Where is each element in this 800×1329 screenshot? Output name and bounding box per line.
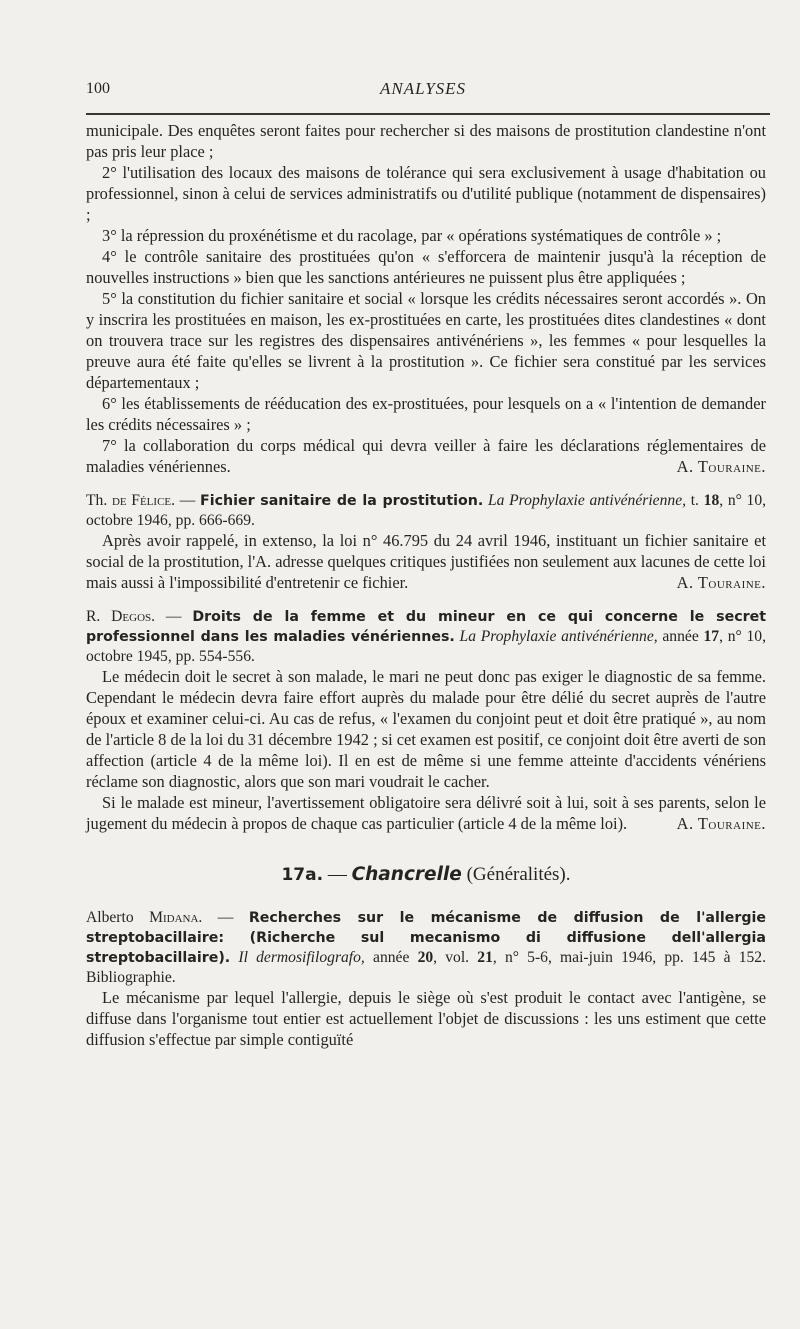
paragraph: Le mécanisme par lequel l'allergie, depuis le siège où s'est produit le contact avec l'antigène, se diffuse dans l'organisme tout entier est actuellement l'objet de discussions : les uns estiment que cette diffusion s'effectue par simple contiguïté bbox=[86, 988, 766, 1049]
paragraph: 4° le contrôle sanitaire des prostituées qu'on « s'efforcera de maintenir jusqu'à la réception de nouvelles instructions » bien que les sanctions antérieures ne puissent plus être appliquées ; bbox=[86, 247, 766, 287]
paragraph: 6° les établissements de rééducation des ex-prostituées, pour lesquels on a « l'intention de demander les crédits nécessaires » ; bbox=[86, 394, 766, 434]
paragraph bbox=[86, 792, 766, 834]
citation-text: , n° 10, octobre 1946, pp. 666-669. bbox=[86, 492, 767, 529]
abstract-entry bbox=[86, 607, 766, 834]
volume: 18 bbox=[703, 492, 720, 509]
signature: A. Touraine. bbox=[676, 573, 766, 592]
paragraph bbox=[86, 530, 766, 593]
year-volume: 20 bbox=[417, 949, 434, 966]
header-rule bbox=[86, 113, 770, 115]
dash: — bbox=[323, 864, 352, 885]
paragraph: municipale. Des enquêtes seront faites pour rechercher si des maisons de prostitution clandestine n'ont pas pris leur place ; bbox=[86, 121, 766, 161]
page-number: 100 bbox=[86, 80, 110, 97]
signature: A. Touraine. bbox=[676, 814, 766, 833]
paragraph-text: Si le malade est mineur, l'avertissement obligatoire sera délivré soit à lui, soit à ses parents, selon le jugement du médecin à propos de chaque cas particulier (article 4 de la même loi). bbox=[86, 793, 766, 833]
paragraph-text: 7° la collaboration du corps médical qui devra veiller à faire les déclarations réglementaires de maladies vénériennes. bbox=[86, 436, 766, 476]
abstract-entry bbox=[86, 491, 766, 593]
page-body bbox=[86, 120, 766, 1050]
section-heading bbox=[86, 864, 766, 886]
author-first-name: Alberto bbox=[86, 909, 134, 926]
section-number: 17a. bbox=[281, 865, 324, 885]
dash: — bbox=[155, 608, 193, 625]
citation-text: , n° 5-6, mai-juin 1946, pp. 145 à 152. Bibliographie. bbox=[86, 949, 766, 986]
citation-text: année bbox=[662, 628, 699, 645]
citation-text: année bbox=[373, 949, 410, 966]
section-title: Chancrelle bbox=[351, 864, 462, 885]
citation bbox=[86, 607, 766, 666]
article-title-original: (Richerche sul mecanismo di diffusione dell'allergia streptobacillaire). bbox=[86, 930, 766, 966]
volume: 17 bbox=[703, 628, 720, 645]
author: Midana. bbox=[149, 909, 203, 926]
citation-text: , vol. bbox=[433, 949, 470, 966]
paragraph: 2° l'utilisation des locaux des maisons de tolérance qui sera exclusivement à usage d'habitation ou professionnel, sinon à celui de services administratifs ou d'utilité publique (notamment de dispensaires) ; bbox=[86, 163, 766, 224]
dash: — bbox=[202, 909, 249, 926]
page-header bbox=[86, 80, 760, 104]
author-initial: Th. bbox=[86, 492, 108, 509]
citation bbox=[86, 491, 766, 530]
article-title: Droits de la femme et du mineur en ce qui concerne le secret professionnel dans les maladies vénériennes. bbox=[86, 609, 767, 645]
dash: — bbox=[175, 492, 201, 509]
article-title: Fichier sanitaire de la prostitution. bbox=[200, 493, 484, 509]
paragraph bbox=[86, 435, 766, 477]
journal-name: La Prophylaxie antivénérienne, bbox=[487, 492, 687, 509]
journal-name: La Prophylaxie antivénérienne, bbox=[459, 628, 658, 645]
signature: A. Touraine. bbox=[676, 457, 766, 476]
abstract-entry bbox=[86, 908, 766, 1050]
volume: 21 bbox=[477, 949, 493, 966]
paragraph: 5° la constitution du fichier sanitaire et social « lorsque les crédits nécessaires seront accordés ». On y inscrira les prostituées en maison, les ex-prostituées en carte, les prostituées dites clandestines « dont on trouvera trace sur les registres des dispensaires antivénériens », les femmes « pour lesquelles la preuve aura été faite qu'elles se livrent à la prostitution ». Ce fichier sera constitué par les services départementaux ; bbox=[86, 289, 766, 392]
paragraph: 3° la répression du proxénétisme et du racolage, par « opérations systématiques de contrôle » ; bbox=[102, 226, 722, 245]
citation-text: t. bbox=[690, 492, 699, 509]
citation-text: , n° 10, octobre 1945, pp. 554-556. bbox=[86, 628, 766, 665]
citation bbox=[86, 908, 766, 987]
author: de Félice. bbox=[111, 492, 176, 509]
paragraph: Le médecin doit le secret à son malade, le mari ne peut donc pas exiger le diagnostic de sa femme. Cependant le médecin devra faire effort auprès du malade pour être délié du secret auprès de l'autre époux et examiner celui-ci. Au cas de refus, « l'examen du conjoint peut et doit être pratiqué », au nom de l'article 8 de la loi du 31 décembre 1942 ; si cet examen est positif, ce conjoint doit être averti de son affection (article 4 de la même loi). Il en est de même si une femme atteinte d'accidents vénériens réclame son diagnostic, alors que son mari voudrait le cacher. bbox=[86, 667, 766, 791]
paragraph-text: Après avoir rappelé, in extenso, la loi n° 46.795 du 24 avril 1946, instituant un fichier sanitaire et social de la prostitution, l'A. adresse quelques critiques justifiées non seulement aux lacunes de cette loi mais aussi à l'impossibilité d'entretenir ce fichier. bbox=[86, 531, 766, 592]
journal-name: Il dermosifilografo, bbox=[238, 949, 365, 966]
author-initial: R. bbox=[86, 608, 101, 625]
running-head: ANALYSES bbox=[379, 79, 467, 98]
author: Degos. bbox=[111, 608, 156, 625]
article-title: Recherches sur le mécanisme de diffusion de l'allergie streptobacillaire: bbox=[86, 910, 766, 946]
section-subtitle: (Généralités). bbox=[461, 864, 571, 885]
